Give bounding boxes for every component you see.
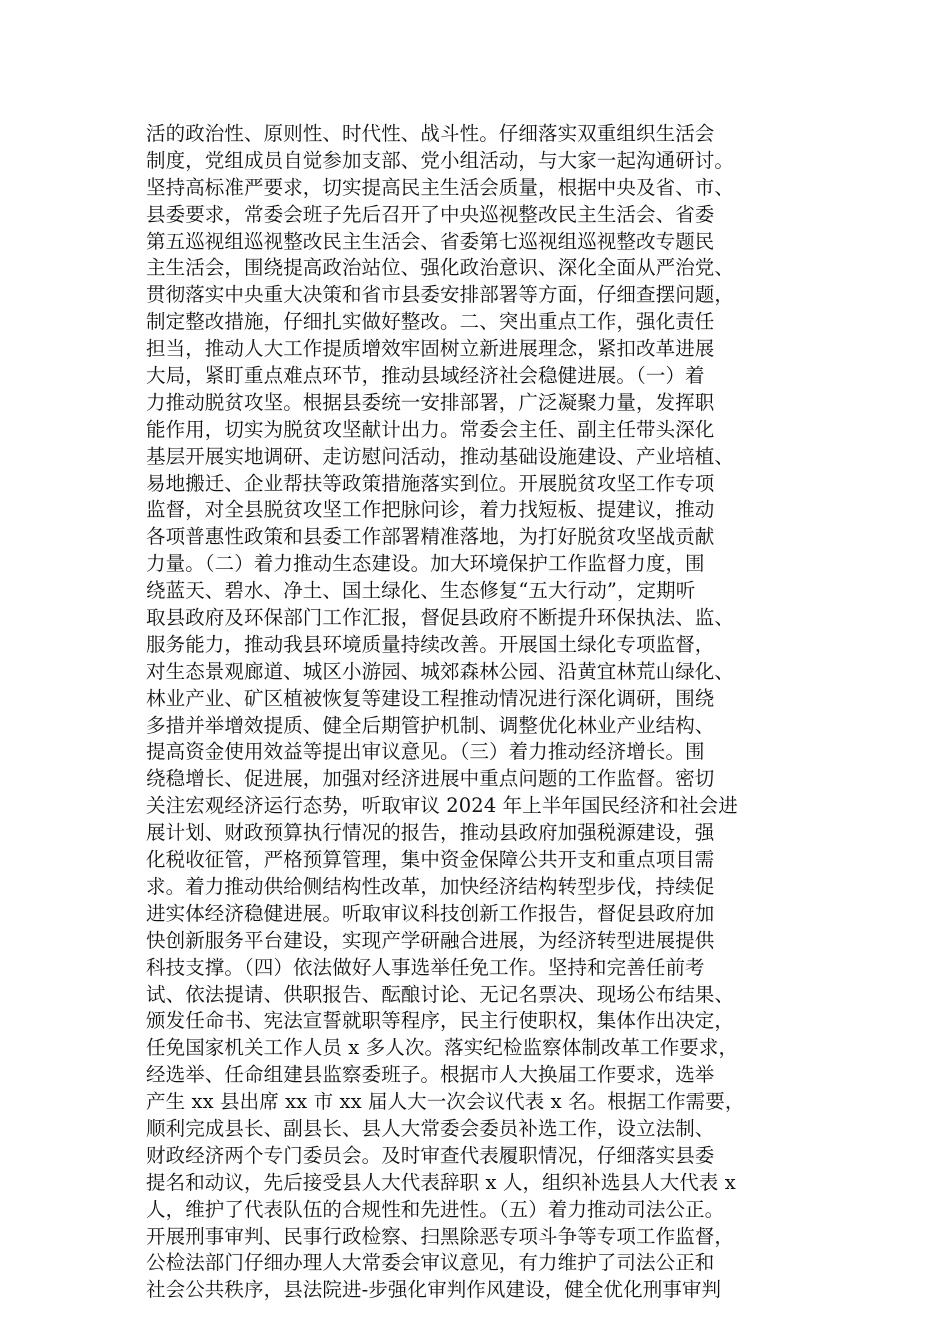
text-line: 财政经济两个专门委员会。及时审查代表履职情况，仔细落实县委 (146, 1143, 715, 1167)
text-line: 主生活会，围绕提高政治站位、强化政治意识、深化全面从严治党、 (146, 256, 735, 280)
text-line: 颁发任命书、宪法宣誓就职等程序，民主行使职权，集体作出决定， (146, 1009, 735, 1033)
text-line: 制定整改措施，仔细扎实做好整改。二、突出重点工作，强化责任 (146, 310, 715, 334)
text-line: 试、依法提请、供职报告、酝酿讨论、无记名票决、现场公布结果、 (146, 982, 735, 1006)
text-line: 经选举、任命组建县监察委班子。根据市人大换届工作要求，选举 (146, 1063, 715, 1087)
text-line: 开展刑事审判、民事行政检察、扫黑除恶专项斗争等专项工作监督， (146, 1224, 735, 1248)
text-line: 绕稳增长、促进展，加强对经济进展中重点问题的工作监督。密切 (146, 767, 715, 791)
text-line: 县委要求，常委会班子先后召开了中央巡视整改民主生活会、省委 (146, 202, 715, 226)
text-line: 监督，对全县脱贫攻坚工作把脉问诊，着力找短板、提建议，推动 (146, 498, 715, 522)
text-line: 人，维护了代表队伍的合规性和先进性。（五）着力推动司法公正。 (146, 1197, 725, 1221)
text-line: 大局，紧盯重点难点环节，推动县域经济社会稳健进展。（一）着 (146, 364, 705, 388)
text-line: 绕蓝天、碧水、净土、国土绿化、生态修复“五大行动”，定期听 (146, 579, 696, 603)
text-line: 求。着力推动供给侧结构性改革，加快经济结构转型步伐，持续促 (146, 874, 715, 898)
text-line: 取县政府及环保部门工作汇报，督促县政府不断提升环保执法、监、 (146, 606, 735, 630)
text-line: 关注宏观经济运行态势，听取审议 2024 年上半年国民经济和社会进 (146, 794, 738, 818)
text-line: 对生态景观廊道、城区小游园、城郊森林公园、沿黄宜林荒山绿化、 (146, 659, 735, 683)
text-line: 活的政治性、原则性、时代性、战斗性。仔细落实双重组织生活会 (146, 122, 715, 145)
text-line: 提高资金使用效益等提出审议意见。（三）着力推动经济增长。围 (146, 740, 705, 764)
text-line: 能作用，切实为脱贫攻坚献计出力。常委会主任、副主任带头深化 (146, 417, 715, 441)
text-line: 展计划、财政预算执行情况的报告，推动县政府加强税源建设，强 (146, 821, 715, 845)
text-line: 顺利完成县长、副县长、县人大常委会委员补选工作，设立法制、 (146, 1116, 715, 1140)
text-line: 制度，党组成员自觉参加支部、党小组活动，与大家一起沟通研讨。 (146, 148, 735, 172)
text-line: 贯彻落实中央重大决策和省市县委安排部署等方面，仔细查摆问题， (146, 283, 735, 307)
text-line: 第五巡视组巡视整改民主生活会、省委第七巡视组巡视整改专题民 (146, 229, 715, 253)
text-line: 快创新服务平台建设，实现产学研融合进展，为经济转型进展提供 (146, 928, 715, 952)
text-line: 化税收征管，严格预算管理，集中资金保障公共开支和重点项目需 (146, 848, 715, 872)
text-line: 担当，推动人大工作提质增效牢固树立新进展理念，紧扣改革进展 (146, 337, 715, 361)
body-text (146, 121, 806, 1304)
text-line: 科技支撑。（四）依法做好人事选举任免工作。坚持和完善任前考 (146, 955, 705, 979)
text-line: 力量。（二）着力推动生态建设。加大环境保护工作监督力度，围 (146, 552, 705, 576)
text-line: 产生 xx 县出席 xx 市 xx 届人大一次会议代表 x 名。根据工作需要， (146, 1090, 745, 1114)
text-line: 各项普惠性政策和县委工作部署精准落地，为打好脱贫攻坚战贡献 (146, 525, 715, 549)
text-line: 任免国家机关工作人员 x 多人次。落实纪检监察体制改革工作要求， (146, 1036, 739, 1060)
text-line: 易地搬迁、企业帮扶等政策措施落实到位。开展脱贫攻坚工作专项 (146, 471, 715, 495)
text-line: 基层开展实地调研、走访慰问活动，推动基础设施建设、产业培植、 (146, 444, 735, 468)
text-line: 林业产业、矿区植被恢复等建设工程推动情况进行深化调研，围绕 (146, 686, 715, 710)
text-line: 服务能力，推动我县环境质量持续改善。开展国土绿化专项监督， (146, 632, 715, 656)
text-line: 进实体经济稳健进展。听取审议科技创新工作报告，督促县政府加 (146, 901, 715, 925)
text-line: 坚持高标准严要求，切实提高民主生活会质量，根据中央及省、市、 (146, 175, 735, 199)
text-line: 公检法部门仔细办理人大常委会审议意见，有力维护了司法公正和 (146, 1251, 715, 1275)
text-line: 力推动脱贫攻坚。根据县委统一安排部署，广泛凝聚力量，发挥职 (146, 390, 715, 414)
text-line: 社会公共秩序，县法院进-步强化审判作风建设，健全优化刑事审判 (146, 1278, 722, 1302)
text-line: 提名和动议，先后接受县人大代表辞职 x 人，组织补选县人大代表 x (146, 1170, 736, 1194)
text-line: 多措并举增效提质、健全后期管护机制、调整优化林业产业结构、 (146, 713, 715, 737)
